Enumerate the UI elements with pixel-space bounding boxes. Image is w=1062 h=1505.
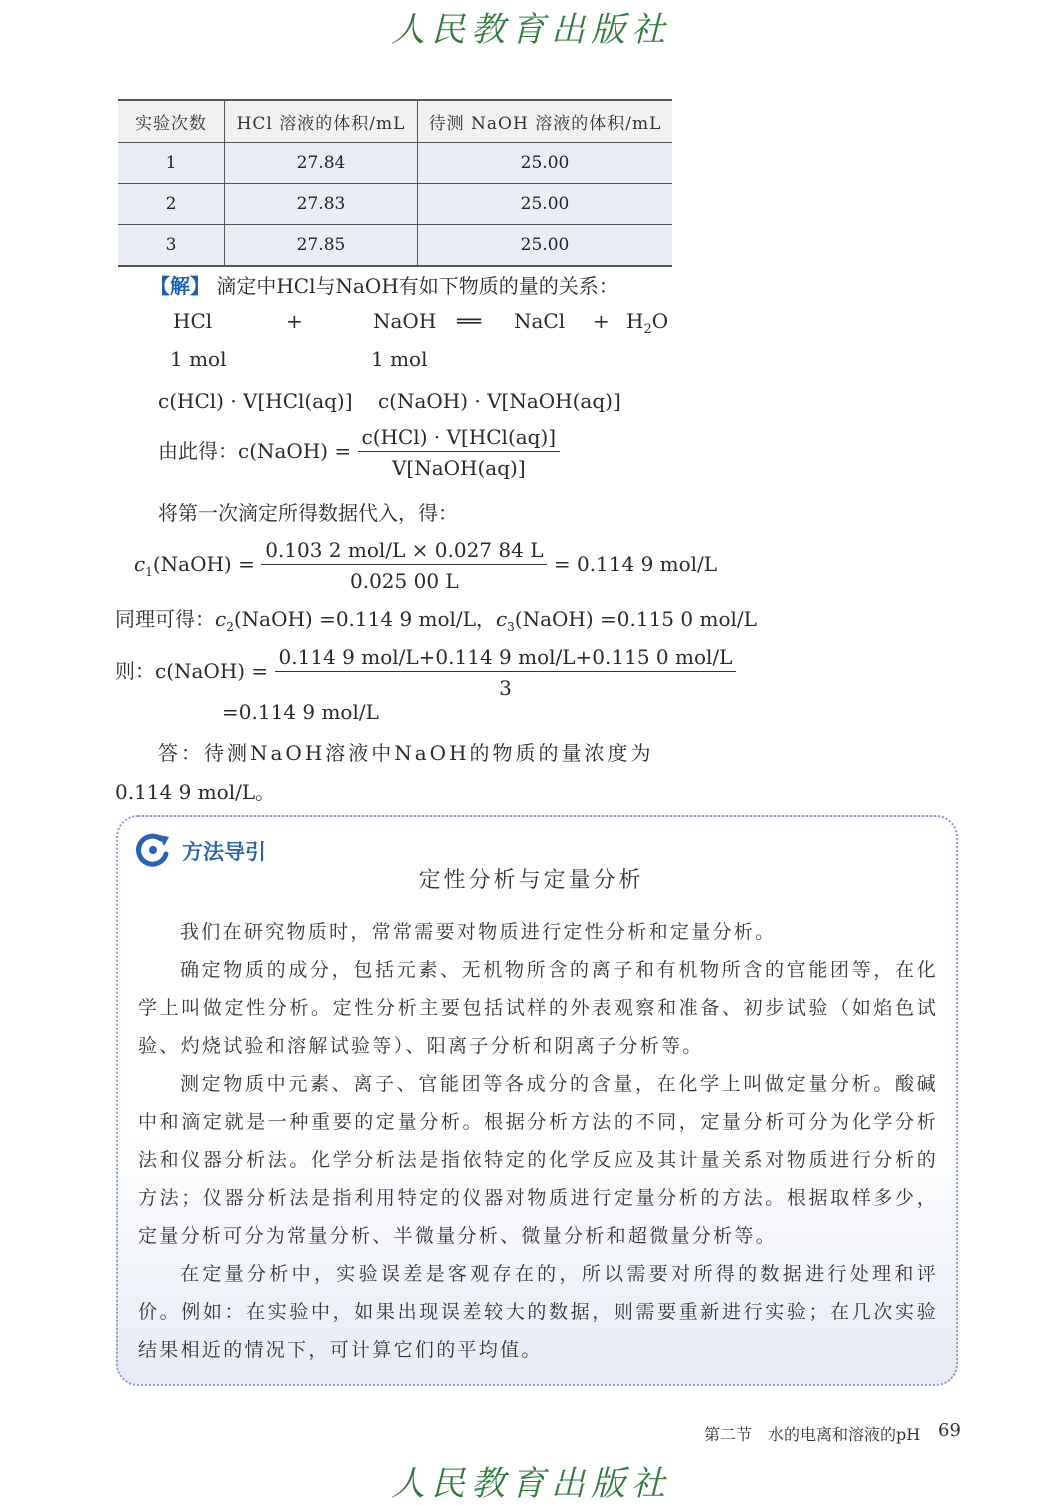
c2-value: (NaOH) =0.114 9 mol/L， <box>233 607 496 631</box>
c1-fraction <box>261 538 547 593</box>
solution-intro <box>150 270 619 299</box>
table-header-cell: 待测 NaOH 溶液的体积/mL <box>418 100 673 143</box>
table-row <box>118 143 672 184</box>
c1-numerator: 0.103 2 mol/L × 0.027 84 L <box>261 538 547 565</box>
solution-label: 【解】 <box>150 274 210 298</box>
method-paragraph-1: 我们在研究物质时，常常需要对物质进行定性分析和定量分析。 <box>180 921 777 943</box>
c1-denominator: 0.025 00 L <box>349 569 459 593</box>
then-label: 则： <box>115 659 155 683</box>
avg-fraction <box>275 645 737 700</box>
c1-lhs: (NaOH) = <box>152 552 255 576</box>
avg-numerator: 0.114 9 mol/L+0.114 9 mol/L+0.115 0 mol/L <box>275 645 737 672</box>
table-cell: 27.84 <box>225 143 418 184</box>
footer-chapter: 水的电离和溶液的pH <box>768 1425 921 1444</box>
derive-denominator: V[NaOH(aq)] <box>391 456 526 480</box>
table-row <box>118 184 672 225</box>
avg-formula <box>115 645 736 700</box>
avg-denominator: 3 <box>499 676 512 700</box>
method-paragraph-4: 在定量分析中，实验误差是客观存在的，所以需要对所得的数据进行处理和评价。例如：在实验中，如果出现误差较大的数据，则需要重新进行实验；在几次实验结果相近的情况下，可计算它们的平均值。 <box>138 1263 938 1361</box>
c3-value: (NaOH) =0.115 0 mol/L <box>514 607 757 631</box>
footer-section: 第二节 <box>704 1425 753 1444</box>
equals-sign: ══ <box>457 309 482 333</box>
table-header-cell: HCl 溶液的体积/mL <box>225 100 418 143</box>
product-nacl: NaCl <box>514 309 566 333</box>
avg-result: =0.114 9 mol/L <box>222 700 379 724</box>
relation-line: c(HCl) · V[HCl(aq)] c(NaOH) · V[NaOH(aq)] <box>158 389 621 413</box>
substitute-text: 将第一次滴定所得数据代入，得： <box>158 501 458 525</box>
reactant-hcl: HCl <box>173 309 213 333</box>
method-guide-title: 方法导引 <box>182 840 266 864</box>
method-paragraph-3: 测定物质中元素、离子、官能团等各成分的含量，在化学上叫做定量分析。酸碱中和滴定就是一种重要的定量分析。根据分析方法的不同，定量分析可分为化学分析法和仪器分析法。化学分析法是指依特定的化学反应及其计量关系对物质进行分析的方法；仪器分析法是指利用特定的仪器对物质进行定量分析的方法。根据取样多少，定量分析可分为常量分析、半微量分析、微量分析和超微量分析等。 <box>138 1073 938 1247</box>
avg-lhs: c(NaOH) = <box>155 659 269 683</box>
publisher-logo-bottom: 人民教育出版社 <box>391 1464 671 1504</box>
table-cell: 3 <box>118 225 225 267</box>
table-cell: 25.00 <box>418 143 673 184</box>
c1-result: = 0.114 9 mol/L <box>553 552 718 576</box>
table-cell: 27.85 <box>225 225 418 267</box>
mol-naoh: 1 mol <box>371 347 428 371</box>
c1-formula: $c_1(NaOH)$ = $\frac{\text{0.103 2 mol/L × 0.027 84 L}}{0.025 00 L}$ = 0.114 9 mol/L <box>134 538 718 593</box>
derive-fraction <box>358 425 561 480</box>
table-header-cell: 实验次数 <box>118 100 225 143</box>
titration-data-table <box>118 99 672 267</box>
table-cell: 25.00 <box>418 184 673 225</box>
same-line: 同理可得：$c_2(NaOH) =0.114$ 9 mol/L，$c_3(NaOH) =0.115$ 0 mol/L <box>115 607 757 634</box>
derive-numerator: c(HCl) · V[HCl(aq)] <box>358 425 561 452</box>
table-cell: 1 <box>118 143 225 184</box>
same-label: 同理可得： <box>115 607 215 631</box>
method-paragraph-2: 确定物质的成分，包括元素、无机物所含的离子和有机物所含的官能团等，在化学上叫做定性分析。定性分析主要包括试样的外表观察和准备、初步试验（如焰色试验、灼烧试验和溶解试验等）、阳离子分析和阴离子分析等。 <box>138 959 938 1057</box>
method-guide-subtitle: 定性分析与定量分析 <box>418 868 644 893</box>
answer-line-1: 答：待测NaOH溶液中NaOH的物质的量浓度为 <box>158 741 654 765</box>
answer-line-2: 0.114 9 mol/L。 <box>115 780 276 804</box>
page-number: 69 <box>938 1420 961 1441</box>
table-cell: 25.00 <box>418 225 673 267</box>
table-header-row <box>118 100 672 143</box>
derive-label: 由此得： <box>158 439 238 463</box>
plus-sign: + <box>593 309 610 333</box>
table-cell: 27.83 <box>225 184 418 225</box>
mol-hcl: 1 mol <box>170 347 227 371</box>
table-cell: 2 <box>118 184 225 225</box>
table-row <box>118 225 672 267</box>
plus-sign: + <box>286 309 303 333</box>
product-water: $H_2O$ <box>626 309 669 337</box>
solution-intro-text: 滴定中HCl与NaOH有如下物质的量的关系： <box>216 274 619 298</box>
water-h: H <box>626 309 644 333</box>
reactant-naoh: NaOH <box>373 309 437 333</box>
derive-formula <box>158 425 560 480</box>
publisher-logo-top: 人民教育出版社 <box>391 10 671 50</box>
derive-lhs: c(NaOH) = <box>238 439 352 463</box>
